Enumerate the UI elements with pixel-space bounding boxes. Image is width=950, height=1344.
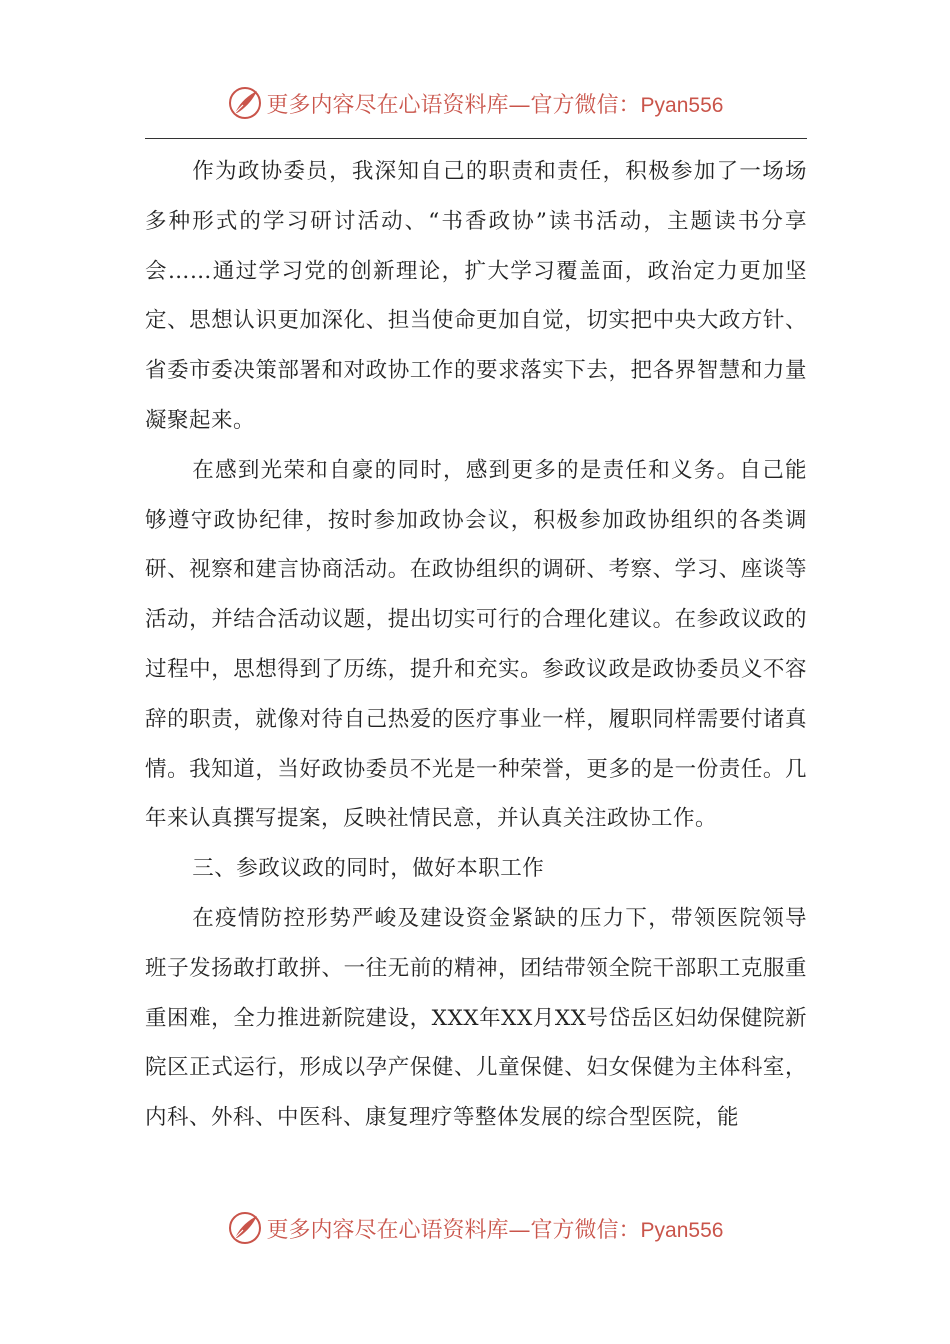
footer-banner xyxy=(0,1203,950,1253)
section-heading: 三、参政议政的同时，做好本职工作 xyxy=(192,856,545,882)
body-paragraph: 作为政协委员，我深知自己的职责和责任，积极参加了一场场多种形式的学习研讨活动、“书香政协”读书活动，主题读书分享会……通过学习党的创新理论，扩大学习覆盖面，政治定力更加坚定、思想认识更加深化、担当使命更加自觉，切实把中央大政方针、省委市委决策部署和对政协工作的要求落实下去，把各界智慧和力量凝聚起来。 xyxy=(145,159,807,433)
body-paragraph: 在感到光荣和自豪的同时，感到更多的是责任和义务。自己能够遵守政协纪律，按时参加政协会议，积极参加政协组织的各类调研、视察和建言协商活动。在政协组织的调研、考察、学习、座谈等活动，并结合活动议题，提出切实可行的合理化建议。在参政议政的过程中，思想得到了历练，提升和充实。参政议政是政协委员义不容辞的职责，就像对待自己热爱的医疗事业一样，履职同样需要付诸真情。我知道，当好政协委员不光是一种荣誉，更多的是一份责任。几年来认真撰写提案，反映社情民意，并认真关注政协工作。 xyxy=(145,457,807,832)
quill-pen-icon xyxy=(227,85,263,121)
body-paragraph: 在疫情防控形势严峻及建设资金紧缺的压力下，带领医院领导班子发扬敢打敢拼、一往无前的精神，团结带领全院干部职工克服重重困难，全力推进新院建设，XXX年XX月XX号岱岳区妇幼保健院新院区正式运行，形成以孕产保健、儿童保健、妇女保健为主体科室，内科、外科、中医科、康复理疗等整体发展的综合型医院，能 xyxy=(145,905,807,1131)
document-body xyxy=(145,147,807,1143)
header-banner-text: 更多内容尽在心语资料库—官方微信：Pyan556 xyxy=(266,92,724,118)
quill-pen-icon xyxy=(227,1210,263,1246)
footer-wechat-id: Pyan556 xyxy=(640,1218,724,1242)
header-divider xyxy=(145,138,807,139)
header-wechat-id: Pyan556 xyxy=(640,93,724,117)
footer-banner-text: 更多内容尽在心语资料库—官方微信：Pyan556 xyxy=(266,1217,724,1243)
header-banner xyxy=(0,78,950,128)
